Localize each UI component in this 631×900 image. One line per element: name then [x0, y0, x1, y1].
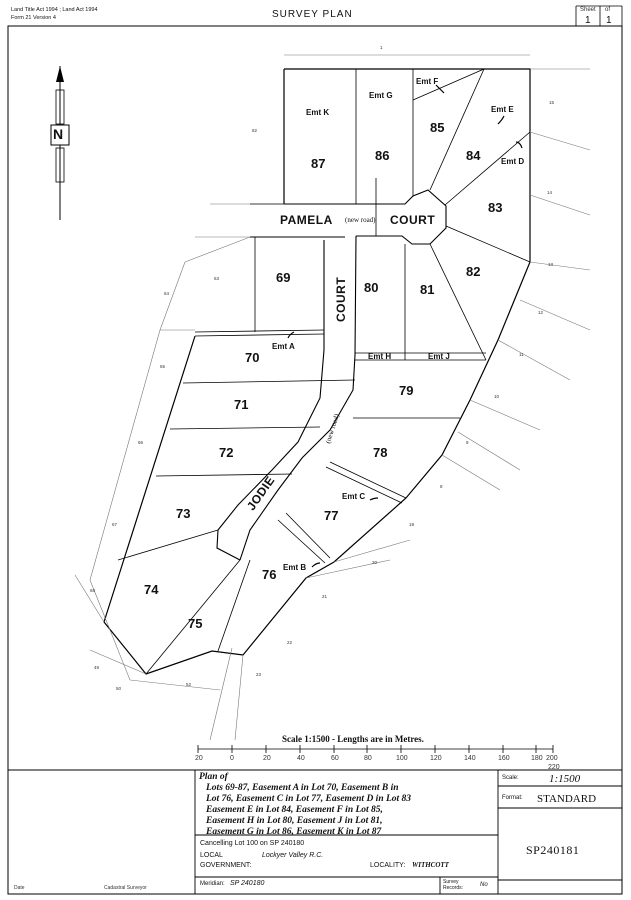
- easement-h: Emt H: [368, 352, 392, 361]
- meridian-value: SP 240180: [230, 880, 265, 887]
- plan-of-line: Lot 76, Easement C in Lot 77, Easement D in Lot 83: [206, 794, 412, 804]
- local-label: LOCAL: [200, 852, 223, 859]
- road-name-pamela: PAMELA: [280, 213, 333, 227]
- lot-77: 77: [324, 508, 339, 523]
- survey-records-value: No: [480, 882, 488, 888]
- of-number: 1: [606, 15, 612, 26]
- scale-label: Scale:: [502, 775, 519, 781]
- adjoining-lot-1: 1: [380, 45, 383, 50]
- lot-69: 69: [276, 270, 291, 285]
- lot-78: 78: [373, 445, 388, 460]
- of-label: of: [605, 7, 611, 13]
- easement-e: Emt E: [491, 105, 514, 114]
- adjoining-lot-13: 13: [548, 262, 554, 267]
- lot-83: 83: [488, 200, 503, 215]
- sheet-number: 1: [585, 15, 591, 26]
- easement-d: Emt D: [501, 157, 525, 166]
- scale-tick: 20: [195, 755, 203, 762]
- lot-72: 72: [219, 445, 234, 460]
- adjoining-lot-63: 63: [214, 276, 220, 281]
- date-label: Date: [14, 885, 25, 891]
- local-government-value: Lockyer Valley R.C.: [262, 852, 324, 859]
- lot-76: 76: [262, 567, 277, 582]
- format-value: STANDARD: [537, 793, 597, 805]
- adjoining-lot-10: 10: [494, 394, 500, 399]
- scale-tick: 0: [230, 755, 234, 762]
- scale-tick: 180: [531, 755, 543, 762]
- locality-label: LOCALITY:: [370, 862, 406, 869]
- plan-of-line: Lots 69-87, Easement A in Lot 70, Easement B in: [206, 783, 399, 793]
- north-arrow-icon: [51, 66, 69, 220]
- scale-tick: 220: [548, 764, 560, 771]
- plan-of-line: Easement H in Lot 80, Easement J in Lot 81,: [206, 816, 383, 826]
- acts-line-1: Land Title Act 1994 ; Land Act 1994: [11, 7, 98, 13]
- scale-title: Scale 1:1500 - Lengths are in Metres.: [282, 734, 424, 744]
- adjoining-lot-52: 52: [186, 682, 192, 687]
- adjoining-lot-50: 50: [116, 686, 122, 691]
- lot-81: 81: [420, 282, 435, 297]
- cancelling-text: Cancelling Lot 100 on SP 240180: [200, 840, 305, 847]
- road-new-label-jodie: (new road): [324, 412, 342, 445]
- lot-84: 84: [466, 148, 481, 163]
- easement-g: Emt G: [369, 91, 393, 100]
- survey-records-label: Survey Records:: [443, 879, 464, 891]
- meridian-label: Meridian:: [200, 881, 225, 887]
- lot-73: 73: [176, 506, 191, 521]
- easement-j: Emt J: [428, 352, 450, 361]
- plan-of-label: Plan of: [199, 772, 228, 782]
- scale-tick: 120: [430, 755, 442, 762]
- adjoining-lot-23: 23: [256, 672, 262, 677]
- scale-bar: [198, 745, 553, 753]
- scale-tick: 40: [297, 755, 305, 762]
- lot-82: 82: [466, 264, 481, 279]
- plan-of-line: Easement G in Lot 86, Easement K in Lot 87: [206, 827, 382, 837]
- scale-tick: 80: [364, 755, 372, 762]
- surveyor-label: Cadastral Surveyor: [104, 885, 147, 891]
- easement-k: Emt K: [306, 108, 330, 117]
- adjoining-lot-14: 14: [547, 190, 553, 195]
- north-label: N: [53, 126, 64, 142]
- scale-tick: 100: [396, 755, 408, 762]
- road-name-jodie: JODIE: [244, 473, 278, 514]
- scale-value: 1:1500: [549, 773, 581, 785]
- scale-tick: 200: [546, 755, 558, 762]
- scale-tick: 140: [464, 755, 476, 762]
- easement-b: Emt B: [283, 563, 307, 572]
- plan-number: SP240181: [526, 843, 580, 857]
- acts-line-2: Form 21 Version 4: [11, 15, 56, 21]
- adjoining-lot-12: 12: [538, 310, 544, 315]
- easement-a: Emt A: [272, 342, 295, 351]
- easement-f: Emt F: [416, 77, 439, 86]
- lot-74: 74: [144, 582, 159, 597]
- adjoining-lot-8: 8: [440, 484, 443, 489]
- lot-85: 85: [430, 120, 445, 135]
- adjoining-lot-68: 68: [90, 588, 96, 593]
- lot-75: 75: [188, 616, 203, 631]
- lot-80: 80: [364, 280, 379, 295]
- adjoining-lot-49: 49: [94, 665, 100, 670]
- locality-value: WITHCOTT: [412, 861, 449, 869]
- adjoining-lot-82: 82: [252, 128, 258, 133]
- road-name-court-pamela: COURT: [390, 213, 436, 227]
- easement-c: Emt C: [342, 492, 366, 501]
- scale-tick: 160: [498, 755, 510, 762]
- scale-tick: 60: [331, 755, 339, 762]
- format-label: Format:: [502, 795, 523, 801]
- adjoining-lot-21: 21: [322, 594, 328, 599]
- adjoining-lot-20: 20: [372, 560, 378, 565]
- adjoining-lot-65: 65: [160, 364, 166, 369]
- adjoining-lot-11: 11: [519, 352, 524, 357]
- plan-of-line: Easement E in Lot 84, Easement F in Lot 85,: [206, 805, 383, 815]
- adjoining-lot-66: 66: [138, 440, 144, 445]
- adjoining-lot-67: 67: [112, 522, 118, 527]
- lot-71: 71: [234, 397, 249, 412]
- lot-70: 70: [245, 350, 260, 365]
- sheet-label: Sheet: [580, 7, 596, 13]
- lot-79: 79: [399, 383, 414, 398]
- page-title: SURVEY PLAN: [272, 9, 353, 20]
- lot-87: 87: [311, 156, 326, 171]
- adjoining-lot-64: 64: [164, 291, 170, 296]
- adjoining-lot-15: 15: [549, 100, 555, 105]
- adjoining-lot-9: 9: [466, 440, 469, 445]
- adjoining-lot-19: 19: [409, 522, 415, 527]
- lot-86: 86: [375, 148, 390, 163]
- scale-tick: 20: [263, 755, 271, 762]
- adjoining-lot-22: 22: [287, 640, 293, 645]
- road-name-court-jodie: COURT: [334, 276, 348, 322]
- road-new-label-pamela: (new road): [345, 216, 376, 224]
- government-label: GOVERNMENT:: [200, 862, 252, 869]
